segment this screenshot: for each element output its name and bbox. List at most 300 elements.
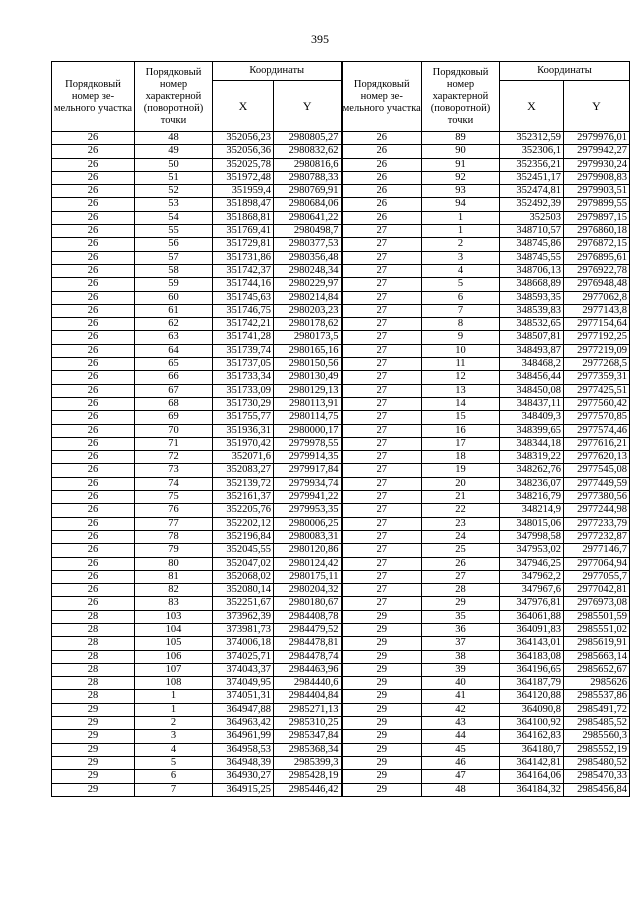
y-cell: 2985310,25 bbox=[274, 717, 342, 730]
parcel-cell-right: 27 bbox=[342, 371, 422, 384]
point-cell: 60 bbox=[135, 291, 213, 304]
point-cell-right: 40 bbox=[422, 677, 500, 690]
point-cell-right: 3 bbox=[422, 251, 500, 264]
parcel-cell: 29 bbox=[52, 743, 135, 756]
x-cell: 374025,71 bbox=[213, 650, 274, 663]
point-cell-right: 94 bbox=[422, 198, 500, 211]
y-cell: 2984478,81 bbox=[274, 637, 342, 650]
x-cell-right: 352474,81 bbox=[500, 185, 564, 198]
table-row bbox=[52, 158, 630, 171]
point-cell: 79 bbox=[135, 544, 213, 557]
table-row bbox=[52, 424, 630, 437]
y-cell-right: 2976948,48 bbox=[564, 278, 630, 291]
point-cell: 5 bbox=[135, 756, 213, 769]
table-row bbox=[52, 703, 630, 716]
parcel-cell-right: 29 bbox=[342, 637, 422, 650]
parcel-cell: 26 bbox=[52, 451, 135, 464]
y-cell: 2980805,27 bbox=[274, 132, 342, 145]
point-cell-right: 15 bbox=[422, 411, 500, 424]
point-cell: 53 bbox=[135, 198, 213, 211]
table-row bbox=[52, 504, 630, 517]
y-cell: 2980684,06 bbox=[274, 198, 342, 211]
x-cell: 374006,18 bbox=[213, 637, 274, 650]
parcel-cell: 26 bbox=[52, 304, 135, 317]
x-cell-right: 364162,83 bbox=[500, 730, 564, 743]
y-cell-right: 2977268,5 bbox=[564, 358, 630, 371]
x-cell-right: 364183,08 bbox=[500, 650, 564, 663]
x-cell: 351959,4 bbox=[213, 185, 274, 198]
y-cell: 2980816,6 bbox=[274, 158, 342, 171]
x-cell-right: 348437,11 bbox=[500, 397, 564, 410]
x-cell: 364947,88 bbox=[213, 703, 274, 716]
point-cell: 66 bbox=[135, 371, 213, 384]
parcel-cell: 26 bbox=[52, 198, 135, 211]
table-row bbox=[52, 344, 630, 357]
x-cell: 351868,81 bbox=[213, 211, 274, 224]
table-row bbox=[52, 637, 630, 650]
y-cell-right: 2977380,56 bbox=[564, 491, 630, 504]
parcel-cell: 29 bbox=[52, 717, 135, 730]
parcel-cell-right: 27 bbox=[342, 278, 422, 291]
table-row bbox=[52, 185, 630, 198]
y-cell: 2980214,84 bbox=[274, 291, 342, 304]
y-cell-right: 2979899,55 bbox=[564, 198, 630, 211]
x-cell: 352139,72 bbox=[213, 477, 274, 490]
point-cell: 51 bbox=[135, 171, 213, 184]
parcel-cell: 26 bbox=[52, 424, 135, 437]
point-cell-right: 7 bbox=[422, 304, 500, 317]
header-parcel-number-right: Порядковый номер зе-мельного участка bbox=[342, 62, 422, 132]
point-cell: 81 bbox=[135, 570, 213, 583]
y-cell: 2980248,34 bbox=[274, 264, 342, 277]
point-cell-right: 25 bbox=[422, 544, 500, 557]
point-cell-right: 12 bbox=[422, 371, 500, 384]
x-cell: 351742,21 bbox=[213, 318, 274, 331]
x-cell-right: 352492,39 bbox=[500, 198, 564, 211]
table-row bbox=[52, 557, 630, 570]
parcel-cell: 28 bbox=[52, 690, 135, 703]
x-cell: 352056,36 bbox=[213, 145, 274, 158]
point-cell: 107 bbox=[135, 663, 213, 676]
x-cell: 364961,99 bbox=[213, 730, 274, 743]
y-cell: 2985399,3 bbox=[274, 756, 342, 769]
parcel-cell: 26 bbox=[52, 464, 135, 477]
y-cell-right: 2977233,79 bbox=[564, 517, 630, 530]
x-cell-right: 348507,81 bbox=[500, 331, 564, 344]
y-cell-right: 2985552,19 bbox=[564, 743, 630, 756]
point-cell-right: 36 bbox=[422, 623, 500, 636]
point-cell: 62 bbox=[135, 318, 213, 331]
x-cell-right: 348745,55 bbox=[500, 251, 564, 264]
point-cell-right: 13 bbox=[422, 384, 500, 397]
parcel-cell-right: 26 bbox=[342, 158, 422, 171]
x-cell: 351739,74 bbox=[213, 344, 274, 357]
parcel-cell-right: 27 bbox=[342, 597, 422, 610]
point-cell-right: 5 bbox=[422, 278, 500, 291]
table-row bbox=[52, 291, 630, 304]
table-row bbox=[52, 238, 630, 251]
x-cell: 352161,37 bbox=[213, 491, 274, 504]
x-cell: 352196,84 bbox=[213, 530, 274, 543]
parcel-cell: 26 bbox=[52, 530, 135, 543]
point-cell-right: 28 bbox=[422, 584, 500, 597]
parcel-cell-right: 26 bbox=[342, 185, 422, 198]
point-cell-right: 42 bbox=[422, 703, 500, 716]
table-row bbox=[52, 623, 630, 636]
header-y: Y bbox=[274, 81, 342, 132]
parcel-cell-right: 27 bbox=[342, 544, 422, 557]
point-cell-right: 21 bbox=[422, 491, 500, 504]
parcel-cell: 26 bbox=[52, 504, 135, 517]
parcel-cell: 26 bbox=[52, 517, 135, 530]
y-cell-right: 2977449,59 bbox=[564, 477, 630, 490]
point-cell: 7 bbox=[135, 783, 213, 796]
x-cell-right: 352306,1 bbox=[500, 145, 564, 158]
x-cell-right: 348450,08 bbox=[500, 384, 564, 397]
point-cell-right: 26 bbox=[422, 557, 500, 570]
y-cell-right: 2976860,18 bbox=[564, 225, 630, 238]
x-cell-right: 348710,57 bbox=[500, 225, 564, 238]
point-cell-right: 93 bbox=[422, 185, 500, 198]
parcel-cell: 26 bbox=[52, 264, 135, 277]
y-cell: 2980006,25 bbox=[274, 517, 342, 530]
x-cell-right: 364143,01 bbox=[500, 637, 564, 650]
point-cell-right: 45 bbox=[422, 743, 500, 756]
y-cell-right: 2977232,87 bbox=[564, 530, 630, 543]
x-cell: 352080,14 bbox=[213, 584, 274, 597]
point-cell-right: 10 bbox=[422, 344, 500, 357]
y-cell: 2980150,56 bbox=[274, 358, 342, 371]
parcel-cell: 26 bbox=[52, 318, 135, 331]
x-cell-right: 347946,25 bbox=[500, 557, 564, 570]
x-cell-right: 352356,21 bbox=[500, 158, 564, 171]
y-cell: 2979934,74 bbox=[274, 477, 342, 490]
parcel-cell-right: 27 bbox=[342, 291, 422, 304]
y-cell-right: 2976895,61 bbox=[564, 251, 630, 264]
header-parcel-number: Порядковый номер зе-мельного участка bbox=[52, 62, 135, 132]
parcel-cell: 26 bbox=[52, 491, 135, 504]
y-cell-right: 2977560,42 bbox=[564, 397, 630, 410]
table-row bbox=[52, 477, 630, 490]
parcel-cell-right: 27 bbox=[342, 504, 422, 517]
parcel-cell: 26 bbox=[52, 597, 135, 610]
parcel-cell-right: 29 bbox=[342, 730, 422, 743]
y-cell-right: 2977042,81 bbox=[564, 584, 630, 597]
x-cell: 364930,27 bbox=[213, 770, 274, 783]
point-cell: 58 bbox=[135, 264, 213, 277]
x-cell-right: 364100,92 bbox=[500, 717, 564, 730]
point-cell-right: 48 bbox=[422, 783, 500, 796]
table-row bbox=[52, 690, 630, 703]
x-cell-right: 348344,18 bbox=[500, 437, 564, 450]
y-cell-right: 2985480,52 bbox=[564, 756, 630, 769]
table-body bbox=[52, 132, 630, 797]
x-cell: 352056,23 bbox=[213, 132, 274, 145]
y-cell: 2980229,97 bbox=[274, 278, 342, 291]
parcel-cell: 26 bbox=[52, 132, 135, 145]
parcel-cell-right: 27 bbox=[342, 344, 422, 357]
y-cell: 2985428,19 bbox=[274, 770, 342, 783]
y-cell-right: 2985456,84 bbox=[564, 783, 630, 796]
y-cell-right: 2979908,83 bbox=[564, 171, 630, 184]
parcel-cell-right: 27 bbox=[342, 557, 422, 570]
point-cell-right: 29 bbox=[422, 597, 500, 610]
y-cell: 2980178,62 bbox=[274, 318, 342, 331]
parcel-cell: 26 bbox=[52, 358, 135, 371]
parcel-cell-right: 27 bbox=[342, 464, 422, 477]
table-row bbox=[52, 278, 630, 291]
parcel-cell: 26 bbox=[52, 185, 135, 198]
parcel-cell-right: 27 bbox=[342, 451, 422, 464]
x-cell-right: 348409,3 bbox=[500, 411, 564, 424]
y-cell-right: 2977154,64 bbox=[564, 318, 630, 331]
y-cell-right: 2976973,08 bbox=[564, 597, 630, 610]
point-cell: 61 bbox=[135, 304, 213, 317]
y-cell: 2985368,34 bbox=[274, 743, 342, 756]
parcel-cell-right: 29 bbox=[342, 650, 422, 663]
parcel-cell-right: 29 bbox=[342, 690, 422, 703]
header-y-right: Y bbox=[564, 81, 630, 132]
point-cell-right: 90 bbox=[422, 145, 500, 158]
table-row bbox=[52, 597, 630, 610]
point-cell-right: 22 bbox=[422, 504, 500, 517]
y-cell-right: 2979930,24 bbox=[564, 158, 630, 171]
table-row bbox=[52, 251, 630, 264]
parcel-cell: 26 bbox=[52, 344, 135, 357]
parcel-cell: 26 bbox=[52, 171, 135, 184]
x-cell-right: 348539,83 bbox=[500, 304, 564, 317]
point-cell-right: 91 bbox=[422, 158, 500, 171]
table-row bbox=[52, 743, 630, 756]
x-cell: 351733,09 bbox=[213, 384, 274, 397]
table-row bbox=[52, 451, 630, 464]
parcel-cell: 26 bbox=[52, 411, 135, 424]
point-cell-right: 39 bbox=[422, 663, 500, 676]
parcel-cell: 28 bbox=[52, 637, 135, 650]
x-cell: 351742,37 bbox=[213, 264, 274, 277]
point-cell: 103 bbox=[135, 610, 213, 623]
y-cell-right: 2985551,02 bbox=[564, 623, 630, 636]
point-cell: 76 bbox=[135, 504, 213, 517]
y-cell: 2980129,13 bbox=[274, 384, 342, 397]
table-row bbox=[52, 198, 630, 211]
x-cell: 352025,78 bbox=[213, 158, 274, 171]
y-cell-right: 2976872,15 bbox=[564, 238, 630, 251]
y-cell-right: 2977064,94 bbox=[564, 557, 630, 570]
y-cell: 2979917,84 bbox=[274, 464, 342, 477]
parcel-cell-right: 27 bbox=[342, 570, 422, 583]
table-row bbox=[52, 318, 630, 331]
x-cell-right: 348015,06 bbox=[500, 517, 564, 530]
point-cell-right: 23 bbox=[422, 517, 500, 530]
parcel-cell-right: 27 bbox=[342, 491, 422, 504]
y-cell-right: 2977055,7 bbox=[564, 570, 630, 583]
x-cell: 351936,31 bbox=[213, 424, 274, 437]
parcel-cell-right: 27 bbox=[342, 238, 422, 251]
point-cell: 78 bbox=[135, 530, 213, 543]
y-cell-right: 2985491,72 bbox=[564, 703, 630, 716]
x-cell-right: 364180,7 bbox=[500, 743, 564, 756]
parcel-cell: 26 bbox=[52, 291, 135, 304]
x-cell-right: 364184,32 bbox=[500, 783, 564, 796]
x-cell-right: 364187,79 bbox=[500, 677, 564, 690]
parcel-cell: 28 bbox=[52, 623, 135, 636]
point-cell: 74 bbox=[135, 477, 213, 490]
x-cell-right: 348236,07 bbox=[500, 477, 564, 490]
y-cell-right: 2979976,01 bbox=[564, 132, 630, 145]
y-cell-right: 2985470,33 bbox=[564, 770, 630, 783]
y-cell: 2979978,55 bbox=[274, 437, 342, 450]
table-row bbox=[52, 584, 630, 597]
x-cell: 351741,28 bbox=[213, 331, 274, 344]
x-cell: 352047,02 bbox=[213, 557, 274, 570]
point-cell: 108 bbox=[135, 677, 213, 690]
parcel-cell: 26 bbox=[52, 145, 135, 158]
y-cell-right: 2977192,25 bbox=[564, 331, 630, 344]
y-cell-right: 2977425,51 bbox=[564, 384, 630, 397]
x-cell-right: 347976,81 bbox=[500, 597, 564, 610]
parcel-cell-right: 29 bbox=[342, 743, 422, 756]
x-cell: 352205,76 bbox=[213, 504, 274, 517]
y-cell: 2980175,11 bbox=[274, 570, 342, 583]
table-row bbox=[52, 650, 630, 663]
y-cell: 2979941,22 bbox=[274, 491, 342, 504]
y-cell: 2980083,31 bbox=[274, 530, 342, 543]
header-coordinates: Координаты bbox=[213, 62, 342, 81]
parcel-cell: 28 bbox=[52, 610, 135, 623]
point-cell: 59 bbox=[135, 278, 213, 291]
x-cell: 364958,53 bbox=[213, 743, 274, 756]
table-row bbox=[52, 264, 630, 277]
x-cell: 351972,48 bbox=[213, 171, 274, 184]
header-coordinates-right: Координаты bbox=[500, 62, 630, 81]
parcel-cell-right: 29 bbox=[342, 770, 422, 783]
point-cell: 69 bbox=[135, 411, 213, 424]
x-cell: 364948,39 bbox=[213, 756, 274, 769]
point-cell: 82 bbox=[135, 584, 213, 597]
header-x-right: X bbox=[500, 81, 564, 132]
y-cell-right: 2977545,08 bbox=[564, 464, 630, 477]
x-cell: 351731,86 bbox=[213, 251, 274, 264]
coordinates-table bbox=[51, 61, 630, 797]
y-cell: 2979914,35 bbox=[274, 451, 342, 464]
x-cell-right: 348745,86 bbox=[500, 238, 564, 251]
point-cell-right: 44 bbox=[422, 730, 500, 743]
table-row bbox=[52, 464, 630, 477]
point-cell-right: 37 bbox=[422, 637, 500, 650]
x-cell-right: 347998,58 bbox=[500, 530, 564, 543]
x-cell: 351970,42 bbox=[213, 437, 274, 450]
x-cell: 351745,63 bbox=[213, 291, 274, 304]
y-cell: 2980498,7 bbox=[274, 225, 342, 238]
table-row bbox=[52, 411, 630, 424]
x-cell-right: 352451,17 bbox=[500, 171, 564, 184]
point-cell-right: 46 bbox=[422, 756, 500, 769]
parcel-cell-right: 29 bbox=[342, 717, 422, 730]
header-point-number: Порядковый номер характерной (поворотной) точки bbox=[135, 62, 213, 132]
parcel-cell: 29 bbox=[52, 756, 135, 769]
x-cell-right: 364120,88 bbox=[500, 690, 564, 703]
y-cell-right: 2979897,15 bbox=[564, 211, 630, 224]
point-cell-right: 89 bbox=[422, 132, 500, 145]
y-cell-right: 2979903,51 bbox=[564, 185, 630, 198]
x-cell: 364915,25 bbox=[213, 783, 274, 796]
parcel-cell-right: 27 bbox=[342, 264, 422, 277]
point-cell: 64 bbox=[135, 344, 213, 357]
x-cell-right: 348456,44 bbox=[500, 371, 564, 384]
parcel-cell: 26 bbox=[52, 371, 135, 384]
point-cell: 56 bbox=[135, 238, 213, 251]
x-cell-right: 364090,8 bbox=[500, 703, 564, 716]
table-row bbox=[52, 663, 630, 676]
point-cell: 80 bbox=[135, 557, 213, 570]
x-cell-right: 348532,65 bbox=[500, 318, 564, 331]
parcel-cell: 26 bbox=[52, 251, 135, 264]
point-cell-right: 6 bbox=[422, 291, 500, 304]
point-cell: 54 bbox=[135, 211, 213, 224]
table-row bbox=[52, 358, 630, 371]
x-cell: 351729,81 bbox=[213, 238, 274, 251]
point-cell: 72 bbox=[135, 451, 213, 464]
point-cell: 67 bbox=[135, 384, 213, 397]
x-cell-right: 348319,22 bbox=[500, 451, 564, 464]
table-row bbox=[52, 211, 630, 224]
point-cell-right: 47 bbox=[422, 770, 500, 783]
table-row bbox=[52, 517, 630, 530]
point-cell: 63 bbox=[135, 331, 213, 344]
point-cell: 73 bbox=[135, 464, 213, 477]
parcel-cell: 26 bbox=[52, 544, 135, 557]
table-row bbox=[52, 225, 630, 238]
parcel-cell-right: 26 bbox=[342, 198, 422, 211]
y-cell: 2985271,13 bbox=[274, 703, 342, 716]
y-cell-right: 2977616,21 bbox=[564, 437, 630, 450]
table-row bbox=[52, 145, 630, 158]
y-cell: 2980113,91 bbox=[274, 397, 342, 410]
point-cell-right: 1 bbox=[422, 211, 500, 224]
y-cell: 2984408,78 bbox=[274, 610, 342, 623]
point-cell-right: 8 bbox=[422, 318, 500, 331]
y-cell: 2980173,5 bbox=[274, 331, 342, 344]
y-cell: 2984463,96 bbox=[274, 663, 342, 676]
y-cell: 2980204,32 bbox=[274, 584, 342, 597]
x-cell-right: 348216,79 bbox=[500, 491, 564, 504]
y-cell: 2979953,35 bbox=[274, 504, 342, 517]
y-cell: 2980769,91 bbox=[274, 185, 342, 198]
parcel-cell-right: 27 bbox=[342, 517, 422, 530]
table-row bbox=[52, 437, 630, 450]
page-number: 395 bbox=[311, 32, 329, 46]
table-row bbox=[52, 331, 630, 344]
point-cell-right: 17 bbox=[422, 437, 500, 450]
x-cell-right: 347962,2 bbox=[500, 570, 564, 583]
point-cell-right: 16 bbox=[422, 424, 500, 437]
point-cell-right: 1 bbox=[422, 225, 500, 238]
y-cell-right: 2977574,46 bbox=[564, 424, 630, 437]
point-cell: 83 bbox=[135, 597, 213, 610]
point-cell: 52 bbox=[135, 185, 213, 198]
table-row bbox=[52, 770, 630, 783]
y-cell: 2984440,6 bbox=[274, 677, 342, 690]
y-cell-right: 2977146,7 bbox=[564, 544, 630, 557]
y-cell: 2984478,74 bbox=[274, 650, 342, 663]
parcel-cell-right: 27 bbox=[342, 584, 422, 597]
parcel-cell: 28 bbox=[52, 663, 135, 676]
y-cell: 2985446,42 bbox=[274, 783, 342, 796]
x-cell: 373981,73 bbox=[213, 623, 274, 636]
point-cell: 77 bbox=[135, 517, 213, 530]
y-cell: 2980165,16 bbox=[274, 344, 342, 357]
